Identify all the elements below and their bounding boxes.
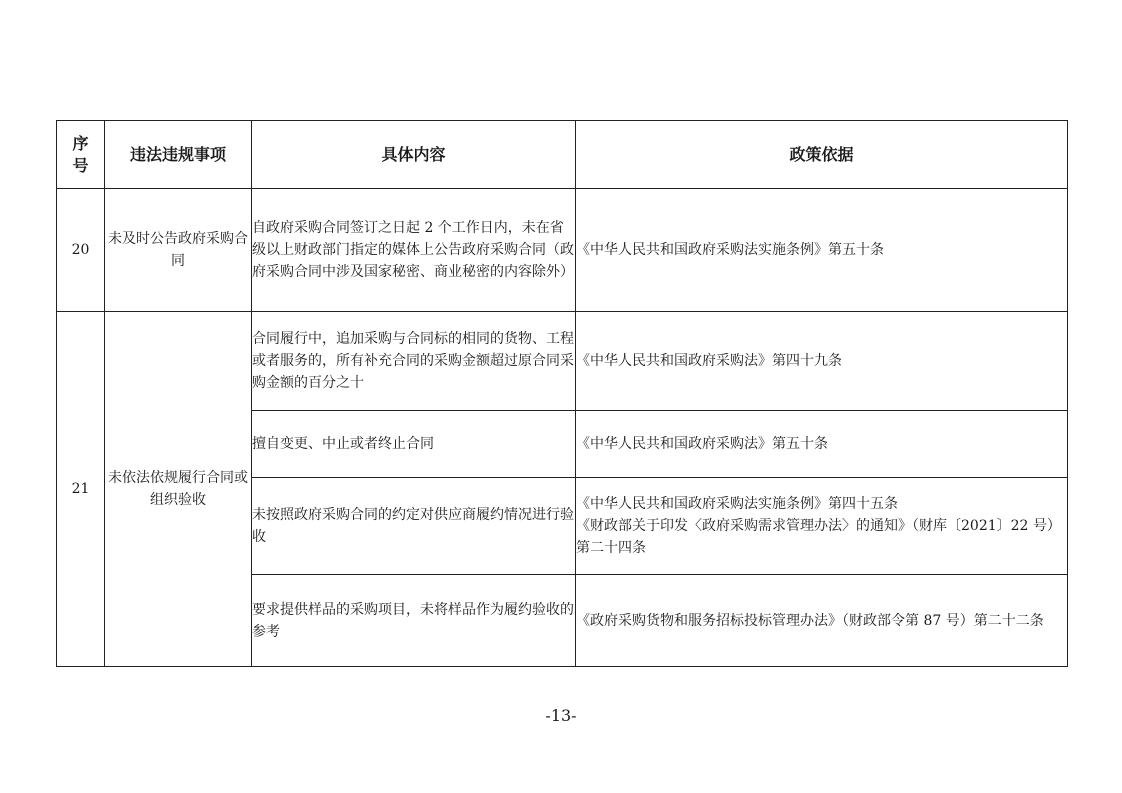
cell-serial-number: 20 xyxy=(57,189,105,312)
cell-specific-content: 要求提供样品的采购项目，未将样品作为履约验收的参考 xyxy=(252,575,576,667)
violation-table xyxy=(56,120,1068,667)
cell-specific-content: 擅自变更、中止或者终止合同 xyxy=(252,411,576,478)
header-serial-line2: 号 xyxy=(72,155,89,175)
cell-violation-item: 未及时公告政府采购合同 xyxy=(105,189,252,312)
cell-violation-item: 未依法依规履行合同或组织验收 xyxy=(105,312,252,667)
cell-serial-number: 21 xyxy=(57,312,105,667)
policy-basis-line1: 《中华人民共和国政府采购法实施条例》第四十五条 xyxy=(576,496,898,512)
header-specific-content: 具体内容 xyxy=(252,121,576,189)
page-number: -13- xyxy=(545,706,577,725)
cell-policy-basis xyxy=(576,478,1068,575)
cell-specific-content: 合同履行中，追加采购与合同标的相同的货物、工程或者服务的，所有补充合同的采购金额超过原合同采购金额的百分之十 xyxy=(252,312,576,411)
header-row xyxy=(57,121,1068,189)
header-policy-basis: 政策依据 xyxy=(576,121,1068,189)
header-violation-item: 违法违规事项 xyxy=(105,121,252,189)
table-row-21-a xyxy=(57,312,1068,411)
header-serial-number xyxy=(57,121,105,189)
header-serial-line1: 序 xyxy=(72,133,89,153)
cell-policy-basis: 《中华人民共和国政府采购法实施条例》第五十条 xyxy=(576,189,1068,312)
cell-specific-content: 未按照政府采购合同的约定对供应商履约情况进行验收 xyxy=(252,478,576,575)
policy-basis-line2: 《财政部关于印发〈政府采购需求管理办法〉的通知》（财库〔2021〕22 号）第二十四条 xyxy=(576,518,1061,556)
cell-policy-basis: 《政府采购货物和服务招标投标管理办法》（财政部令第 87 号）第二十二条 xyxy=(576,575,1068,667)
cell-policy-basis: 《中华人民共和国政府采购法》第五十条 xyxy=(576,411,1068,478)
table-row-20 xyxy=(57,189,1068,312)
cell-specific-content: 自政府采购合同签订之日起 2 个工作日内，未在省级以上财政部门指定的媒体上公告政府采购合同（政府采购合同中涉及国家秘密、商业秘密的内容除外） xyxy=(252,189,576,312)
cell-policy-basis: 《中华人民共和国政府采购法》第四十九条 xyxy=(576,312,1068,411)
